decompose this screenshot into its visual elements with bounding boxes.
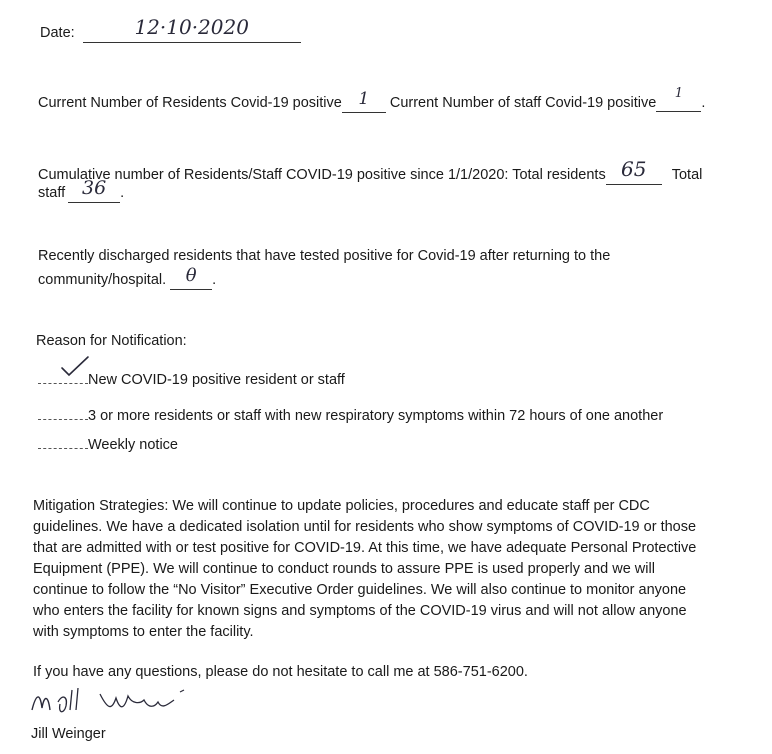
discharged-field — [170, 265, 212, 290]
current-residents-label: Current Number of Residents Covid-19 positive — [38, 95, 342, 111]
reason-option-2-label: 3 or more residents or staff with new respiratory symptoms within 72 hours of one another — [88, 408, 664, 424]
date-value: 12·10·2020 — [134, 15, 249, 39]
reason-option-3 — [38, 432, 178, 453]
discharged-label: community/hospital. — [38, 272, 167, 288]
checkmark-icon — [60, 355, 90, 377]
mitigation-line: continue to follow the “No Visitor” Executive Order guidelines. We will also continue to monitor anyone — [33, 582, 687, 598]
current-row — [38, 86, 706, 113]
mitigation-line: guidelines. We have a dedicated isolation until for residents who show symptoms of COVID-19 or those — [33, 519, 697, 535]
cumulative-row-2 — [38, 177, 125, 203]
cumulative-end: . — [120, 185, 125, 201]
cumulative-staff-label-b: staff — [38, 185, 66, 201]
mitigation-line: with symptoms to enter the facility. — [33, 624, 254, 640]
current-end: . — [701, 95, 706, 111]
cumulative-staff-value: 36 — [82, 177, 107, 199]
date-label: Date: — [40, 25, 75, 41]
mitigation-line: that are admitted with or test positive for COVID-19. At this time, we have adequate Personal Protective — [33, 540, 697, 556]
mitigation-line: Mitigation Strategies: We will continue to update policies, procedures and educate staff per CDC — [33, 498, 650, 514]
date-field — [83, 15, 301, 43]
current-staff-field — [656, 86, 701, 112]
mitigation-line: who enters the facility for known signs and symptoms of the COVID-19 virus and will not allow anyone — [33, 603, 687, 619]
current-staff-label: Current Number of staff Covid-19 positive — [389, 95, 657, 111]
discharged-end: . — [212, 272, 217, 288]
cumulative-staff-label-a: Total — [671, 167, 703, 183]
reason-option-3-label: Weekly notice — [88, 437, 178, 453]
reason-checkbox-1[interactable] — [38, 367, 88, 384]
reason-checkbox-3[interactable] — [38, 432, 88, 449]
cumulative-residents-field — [606, 157, 662, 185]
discharged-line-1: Recently discharged residents that have tested positive for Covid-19 after returning to the — [38, 248, 611, 264]
contact-line: If you have any questions, please do not hesitate to call me at 586-751-6200. — [33, 664, 528, 680]
mitigation-paragraph — [33, 496, 758, 643]
current-residents-field — [342, 89, 386, 113]
signature-printed-name: Jill Weinger — [31, 726, 106, 742]
date-row — [40, 15, 301, 43]
current-staff-value: 1 — [674, 86, 683, 101]
handwritten-signature — [28, 680, 198, 722]
reason-option-1 — [38, 367, 345, 388]
reason-title: Reason for Notification: — [36, 333, 187, 349]
reason-option-2 — [38, 403, 663, 424]
reason-option-1-label: New COVID-19 positive resident or staff — [88, 372, 345, 388]
cumulative-residents-label: Total residents — [512, 167, 606, 183]
cumulative-residents-value: 65 — [620, 157, 647, 181]
current-residents-value: 1 — [358, 89, 370, 109]
cumulative-staff-field — [68, 177, 120, 203]
cumulative-label: Cumulative number of Residents/Staff COVID-19 positive since 1/1/2020: — [38, 167, 509, 183]
discharged-row-2 — [38, 265, 217, 290]
mitigation-line: Equipment (PPE). We will continue to conduct rounds to assure PPE is used properly and we will — [33, 561, 655, 577]
reason-checkbox-2[interactable] — [38, 403, 88, 420]
discharged-value: θ — [185, 265, 197, 286]
cumulative-row-1 — [38, 157, 703, 185]
